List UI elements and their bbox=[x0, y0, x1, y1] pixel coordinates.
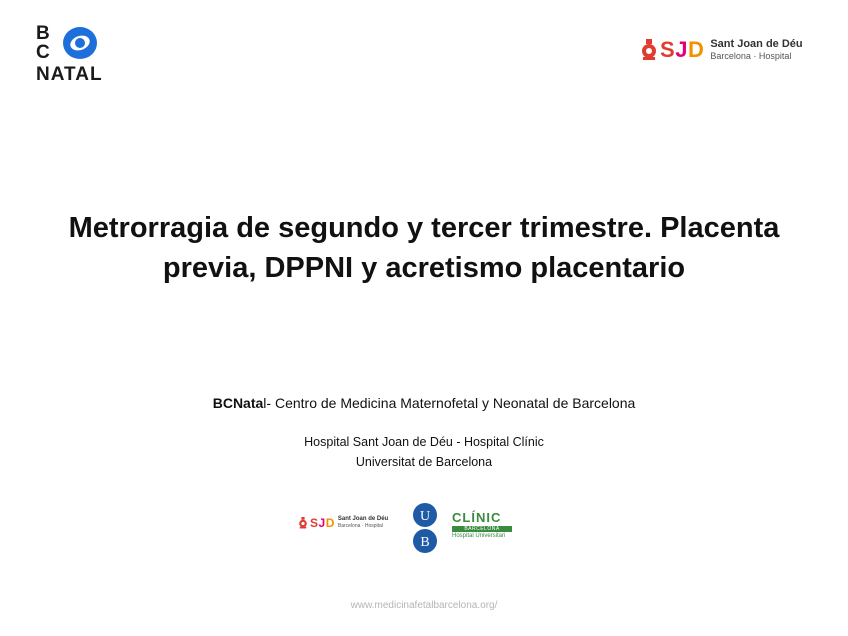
slide-title-line-2: previa, DPPNI y acretismo placentario bbox=[162, 252, 686, 284]
slide-title bbox=[0, 208, 848, 288]
sjd-name-line: Sant Joan de Déu bbox=[710, 38, 803, 50]
affiliation-org-rest: l- Centro de Medicina Maternofetal y Neonatal de Barcelona bbox=[263, 395, 636, 411]
partner-logos bbox=[298, 500, 528, 556]
mini-sjd-subtitle: Barcelona · Hospital bbox=[337, 523, 383, 529]
ub-letter-u: U bbox=[419, 509, 431, 524]
sjd-name bbox=[710, 38, 802, 62]
mini-sjd-logo bbox=[298, 516, 388, 530]
clinic-subtitle: Hospital Universitari bbox=[452, 533, 506, 539]
bcnatal-logo bbox=[36, 24, 126, 88]
slide-title-line-1: Metrorragia de segundo y tercer trimestre. Placenta bbox=[68, 212, 780, 244]
clinic-name: CLÍNIC bbox=[452, 510, 502, 525]
ub-logo bbox=[412, 502, 438, 554]
affiliation-main bbox=[0, 395, 848, 411]
mini-sjd-name bbox=[338, 516, 388, 530]
sjd-acronym: SJD bbox=[660, 37, 705, 62]
mini-sjd-name-line: Sant Joan de Déu bbox=[337, 516, 389, 522]
footer-url: www.medicinafetalbarcelona.org/ bbox=[350, 600, 498, 611]
bcnatal-letter-c: C bbox=[36, 42, 50, 63]
sjd-logo bbox=[640, 32, 830, 68]
clinic-bar: BARCELONA bbox=[452, 526, 512, 532]
affiliation-sub bbox=[0, 432, 848, 472]
bcnatal-letter-b: B bbox=[36, 23, 50, 44]
sjd-emblem-icon bbox=[640, 39, 658, 61]
bcnatal-eye-icon bbox=[60, 24, 100, 62]
mini-sjd-acronym: SJD bbox=[310, 516, 335, 530]
mini-sjd-emblem-icon bbox=[298, 517, 308, 529]
ub-letter-b: B bbox=[420, 535, 430, 550]
sjd-subtitle: Barcelona · Hospital bbox=[710, 51, 792, 61]
affiliation-hospitals: Hospital Sant Joan de Déu - Hospital Clínic bbox=[304, 435, 544, 449]
bcnatal-word: NATAL bbox=[36, 64, 103, 85]
clinic-logo bbox=[452, 510, 512, 544]
affiliation-org-bold: BCNata bbox=[212, 395, 264, 411]
affiliation-university: Universitat de Barcelona bbox=[355, 455, 493, 469]
